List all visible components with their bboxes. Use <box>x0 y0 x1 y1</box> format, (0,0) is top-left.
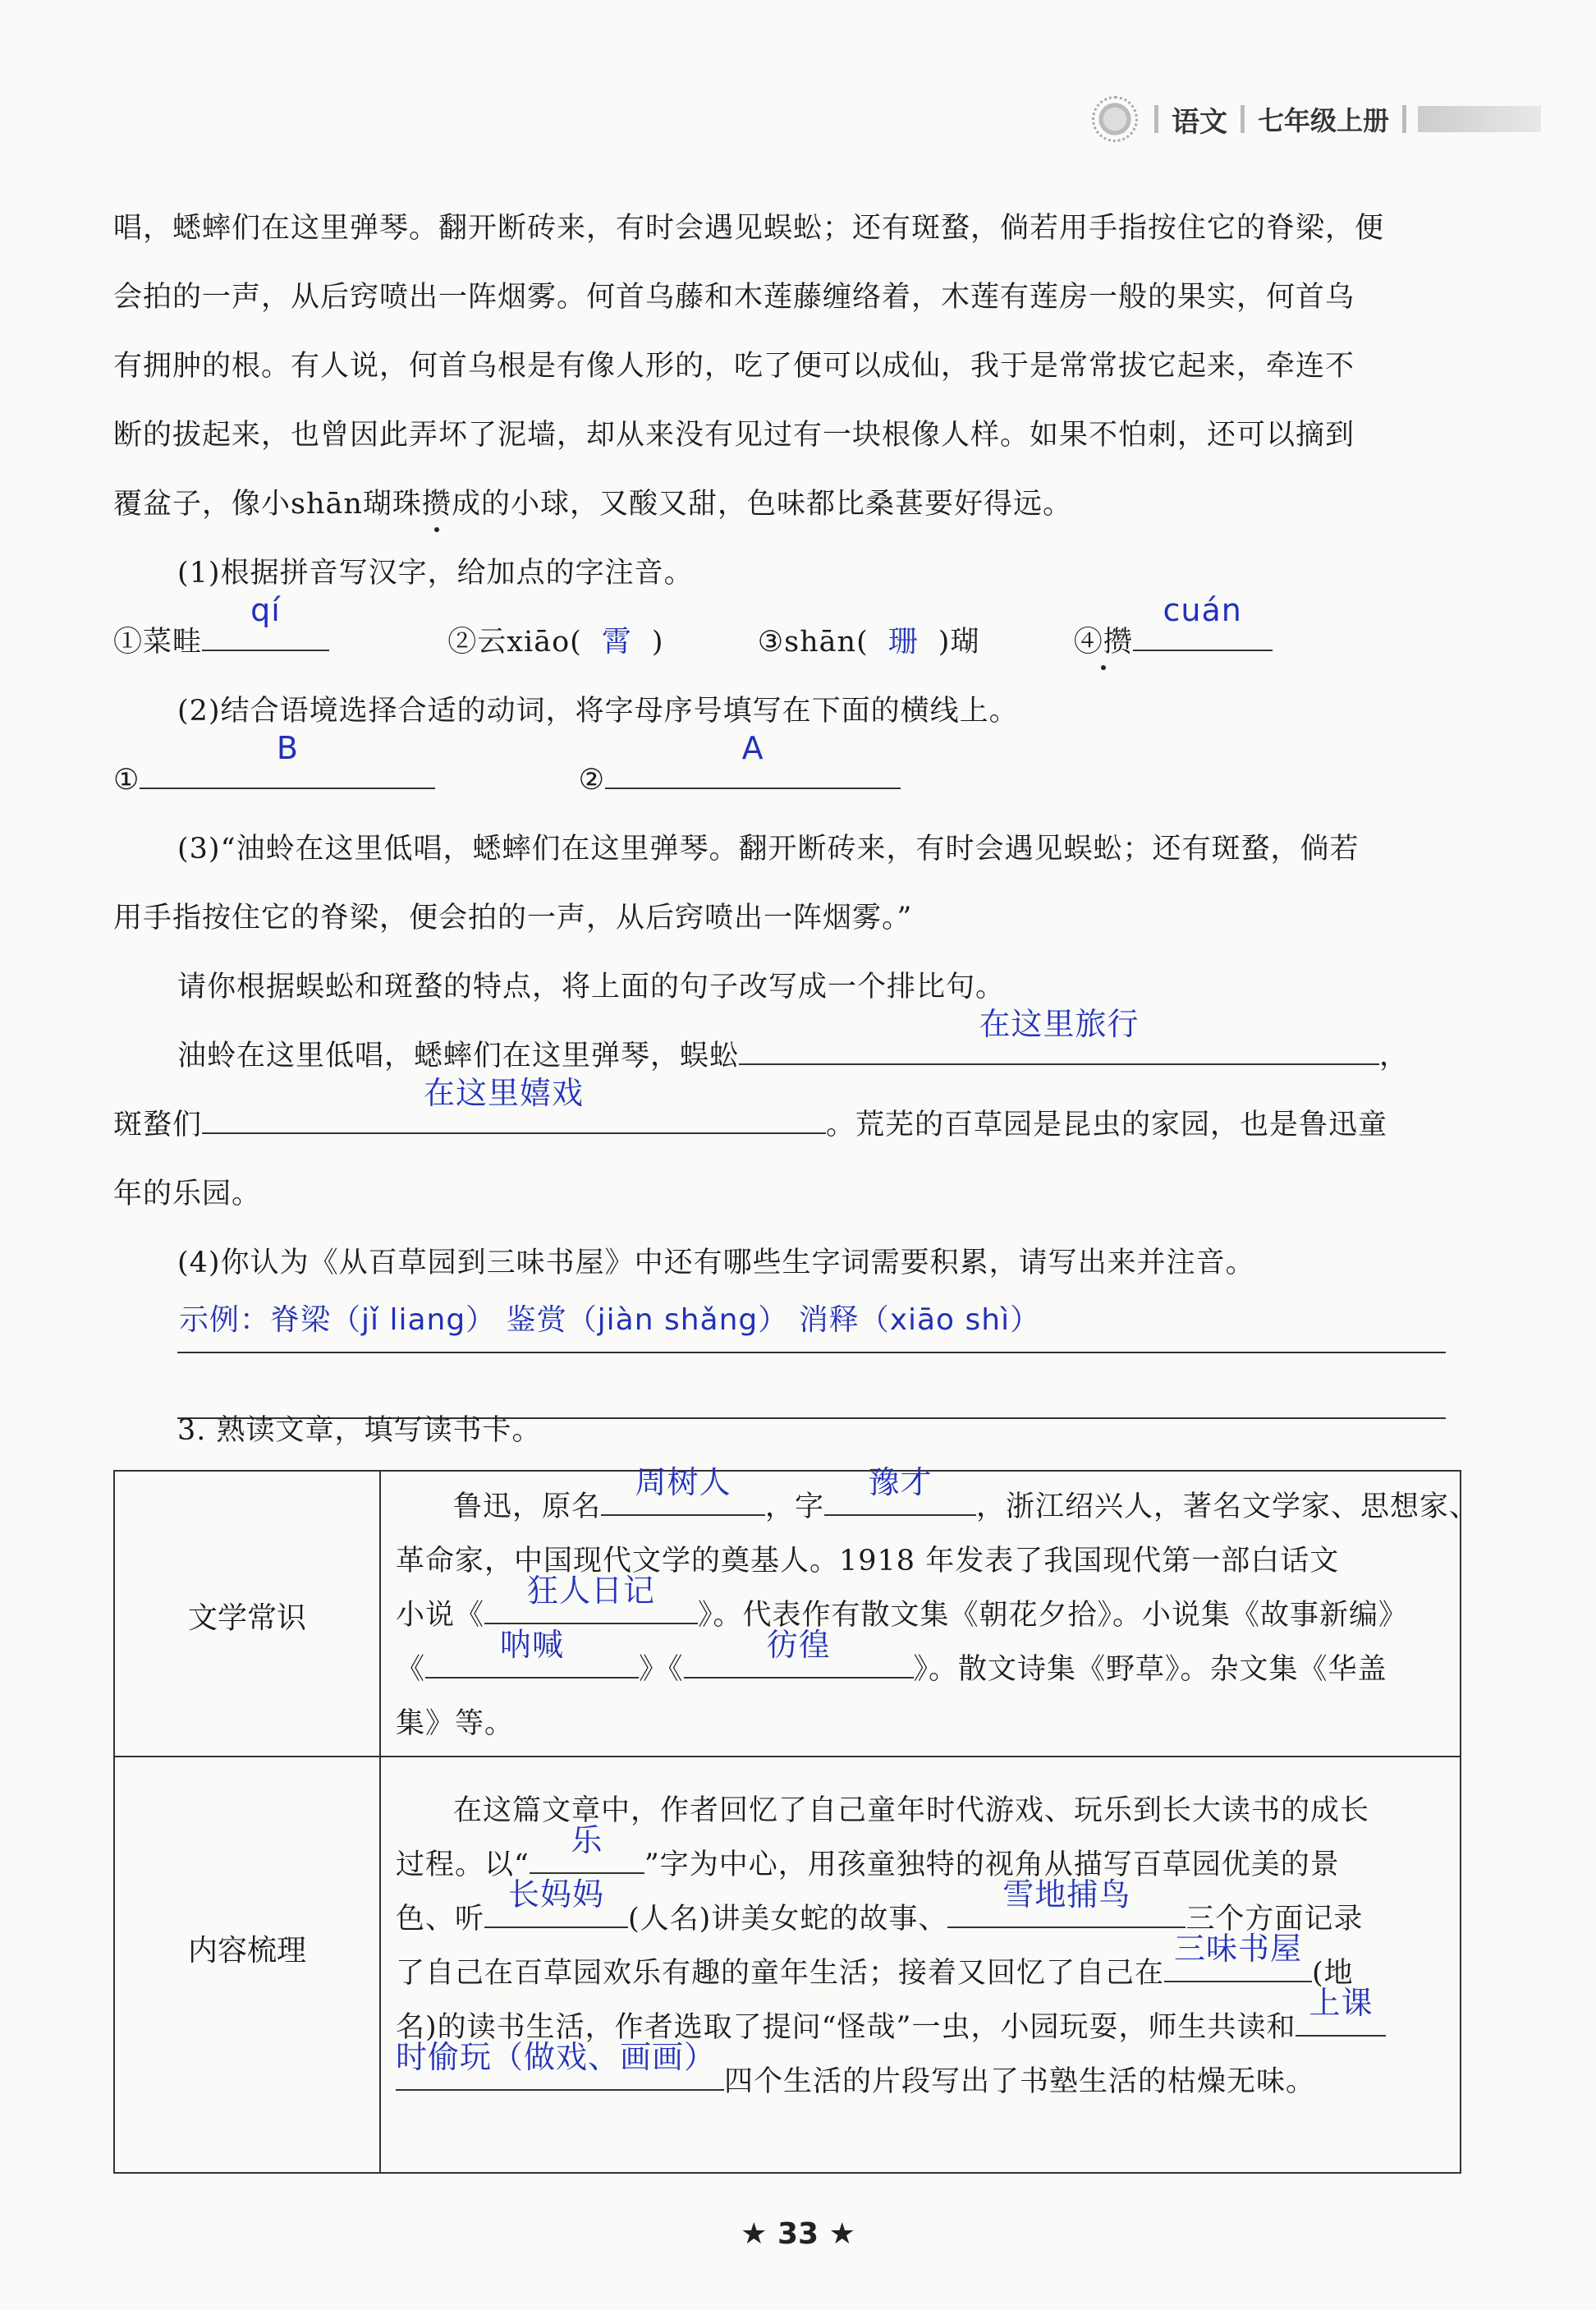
q2-item2-label: ② <box>578 764 606 797</box>
header-subject: 语文 <box>1172 105 1227 139</box>
question-5-prompt: 3. 熟读文章，填写读书卡。 <box>177 1414 542 1447</box>
q2-item1-answer: B <box>276 730 299 766</box>
cell-text: 过程。以“ <box>396 1848 530 1881</box>
passage-line: 断的拔起来，也曾因此弄坏了泥墙，却从来没有见过有一块根像人样。如果不怕刺，还可以摘到 <box>113 419 1355 452</box>
table-line <box>396 1931 1354 2000</box>
header-grade: 七年级上册 <box>1258 105 1390 136</box>
passage-line: 会拍的一声，从后窍喷出一阵烟雾。何首乌藤和木莲藤缠络着，木莲有莲房一般的果实，何首乌 <box>113 281 1355 314</box>
q3-line2-text: 。荒芜的百草园是昆虫的家园，也是鲁迅童 <box>826 1109 1388 1141</box>
cell-text: 《 <box>396 1653 426 1686</box>
answer-fourth-episode: 上课 <box>1309 1985 1374 2021</box>
q1-item3-close: )瑚 <box>938 626 980 659</box>
blank-place-name[interactable] <box>1164 1931 1312 1982</box>
answer-fourth-episode-cont: 时偷玩（做戏、画画） <box>396 2039 717 2075</box>
cell-text: 鲁迅，原名 <box>453 1490 602 1523</box>
answer-place-name: 三味书屋 <box>1174 1931 1303 1967</box>
q3-line2-answer: 在这里嬉戏 <box>424 1075 585 1111</box>
question-5 <box>113 1396 1460 1465</box>
blank-courtesy-name[interactable] <box>824 1464 976 1516</box>
q1-item4-answer: cuán <box>1163 592 1242 628</box>
table-line: 在这篇文章中，作者回忆了自己童年时代游戏、玩乐到长大读书的成长 <box>453 1794 1370 1827</box>
dotted-char: 攒 <box>421 488 452 521</box>
passage-line <box>113 470 1072 539</box>
q2-item1-blank[interactable] <box>140 730 435 789</box>
row-literary-knowledge <box>396 1464 1479 1751</box>
row-label-literary-knowledge: 文学常识 <box>187 1601 306 1635</box>
sun-logo-icon <box>1092 96 1138 142</box>
answer-courtesy-name: 豫才 <box>868 1464 933 1500</box>
q1-item3-label: ③shān( <box>757 626 869 659</box>
answer-line[interactable] <box>177 1352 1446 1353</box>
answer-first-novel: 狂人日记 <box>527 1573 656 1609</box>
cell-text: ”字为中心，用孩童独特的视角从描写百草园优美的景 <box>644 1848 1340 1881</box>
blank-third-aspect[interactable] <box>947 1876 1186 1928</box>
cell-text: ，字 <box>765 1490 825 1523</box>
table-line: 革命家，中国现代文学的奠基人。1918 年发表了我国现代第一部白话文 <box>396 1545 1340 1578</box>
question-3-quote: (3)“油蛉在这里低唱，蟋蟀们在这里弹琴。翻开断砖来，有时会遇见蜈蚣；还有斑蝥，倘若 <box>177 833 1360 866</box>
q1-item1-answer: qí <box>250 592 281 628</box>
q3-line2-text: 斑蝥们 <box>113 1109 203 1141</box>
question-2-prompt: (2)结合语境选择合适的动词，将字母序号填写在下面的横线上。 <box>177 695 1019 728</box>
passage-text: 成的小球，又酸又甜，色味都比桑葚要好得远。 <box>451 488 1072 521</box>
cell-text: 色、听 <box>396 1903 485 1936</box>
cell-text: (人名)讲美女蛇的故事、 <box>628 1903 948 1936</box>
q1-item4-blank[interactable] <box>1133 592 1273 651</box>
cell-text: 了自己在百草园欢乐有趣的童年生活；接着又回忆了自己在 <box>396 1957 1165 1990</box>
q3-line2-blank[interactable] <box>202 1075 826 1134</box>
passage-text: 覆盆子，像小shān瑚珠 <box>113 488 422 521</box>
question-2-items <box>113 730 901 815</box>
page-header <box>1092 90 1541 148</box>
cell-text: 》。代表作有散文集《朝花夕拾》。小说集《故事新编》 <box>698 1599 1409 1632</box>
page-number: ★ 33 ★ <box>741 2217 855 2251</box>
cell-text: ，浙江绍兴人，著名文学家、思想家、 <box>976 1490 1479 1523</box>
header-divider <box>1402 105 1406 133</box>
q1-item1-blank[interactable] <box>202 592 329 651</box>
exercise-body <box>113 194 1460 1426</box>
q3-line1-text: 油蛉在这里低唱，蟋蟀们在这里弹琴，蜈蚣 <box>177 1040 740 1072</box>
question-4-answer: 示例：脊梁（jǐ liang） 鉴赏（jiàn shǎng） 消释（xiāo shì） <box>179 1303 1041 1337</box>
question-3-quote: 用手指按住它的脊梁，便会拍的一声，从后窍喷出一阵烟雾。” <box>113 902 913 935</box>
reading-card-table <box>113 1464 1479 2174</box>
answer-person-name: 长妈妈 <box>508 1876 605 1913</box>
cell-text: 三个方面记录 <box>1186 1903 1364 1936</box>
q1-item2-answer: 霄 <box>601 625 632 659</box>
q2-item2-answer: A <box>741 730 764 766</box>
q2-item1-label: ① <box>113 764 140 797</box>
table-line <box>396 2039 1316 2109</box>
blank-original-name[interactable] <box>601 1464 765 1516</box>
question-1-items <box>113 592 1273 677</box>
blank-fourth-episode[interactable] <box>1296 1985 1386 2037</box>
header-divider <box>1241 105 1245 133</box>
answer-novel-collection-1: 呐喊 <box>500 1627 565 1663</box>
q1-item3-answer: 珊 <box>887 625 919 659</box>
cell-text: 名)的读书生活，作者选取了提问“怪哉”一虫，小园玩耍，师生共读和 <box>396 2011 1296 2044</box>
q3-line1-punct: ， <box>1379 1040 1410 1072</box>
q3-line1-answer: 在这里旅行 <box>979 1006 1140 1042</box>
question-1-prompt: (1)根据拼音写汉字，给加点的字注音。 <box>177 557 694 590</box>
passage-line: 有拥肿的根。有人说，何首乌根是有像人形的，吃了便可以成仙，我于是常常拔它起来，牵连不 <box>113 350 1355 383</box>
answer-novel-collection-2: 彷徨 <box>766 1627 831 1663</box>
q1-item2-label: ②云xiāo( <box>447 626 582 659</box>
answer-original-name: 周树人 <box>635 1464 732 1500</box>
question-3-instruction: 请你根据蜈蚣和斑蝥的特点，将上面的句子改写成一个排比句。 <box>177 971 1006 1003</box>
row-content-summary <box>396 1784 1451 2170</box>
question-3-line2 <box>113 1075 1388 1160</box>
blank-fourth-episode-cont[interactable] <box>396 2039 724 2091</box>
passage-line: 唱，蟋蟀们在这里弹琴。翻开断砖来，有时会遇见蜈蚣；还有斑蝥，倘若用手指按住它的脊梁，便 <box>113 212 1385 245</box>
header-divider <box>1154 105 1158 133</box>
table-line <box>453 1464 1479 1534</box>
cell-text: (地 <box>1312 1957 1354 1990</box>
q1-item4-label: ④攒 <box>1073 626 1133 659</box>
row-label-content-summary: 内容梳理 <box>187 1934 306 1968</box>
cell-text: 》。散文诗集《野草》。杂文集《华盖 <box>913 1653 1387 1686</box>
answer-central-word: 乐 <box>571 1822 603 1858</box>
q1-item1-label: ①菜畦 <box>113 626 203 659</box>
answer-third-aspect: 雪地捕鸟 <box>1002 1876 1131 1913</box>
header-decor-bar <box>1418 106 1541 132</box>
question-4-prompt: (4)你认为《从百草园到三味书屋》中还有哪些生字词需要积累，请写出来并注音。 <box>177 1247 1255 1279</box>
cell-text: 四个生活的片段写出了书塾生活的枯燥无味。 <box>724 2065 1316 2098</box>
table-line <box>396 1627 1387 1697</box>
q2-item2-blank[interactable] <box>605 730 901 789</box>
table-divider <box>115 1756 1460 1757</box>
question-3-line3: 年的乐园。 <box>113 1178 262 1210</box>
blank-person-name[interactable] <box>484 1876 628 1928</box>
blank-novel-collection-1[interactable] <box>425 1627 639 1679</box>
table-line: 集》等。 <box>396 1707 515 1740</box>
cell-text: 》《 <box>639 1653 684 1686</box>
table-divider <box>379 1472 381 2172</box>
q3-line1-blank[interactable] <box>739 1006 1379 1065</box>
cell-text: 小说《 <box>396 1599 485 1632</box>
blank-novel-collection-2[interactable] <box>684 1627 914 1679</box>
q1-item2-close: ) <box>651 626 664 659</box>
